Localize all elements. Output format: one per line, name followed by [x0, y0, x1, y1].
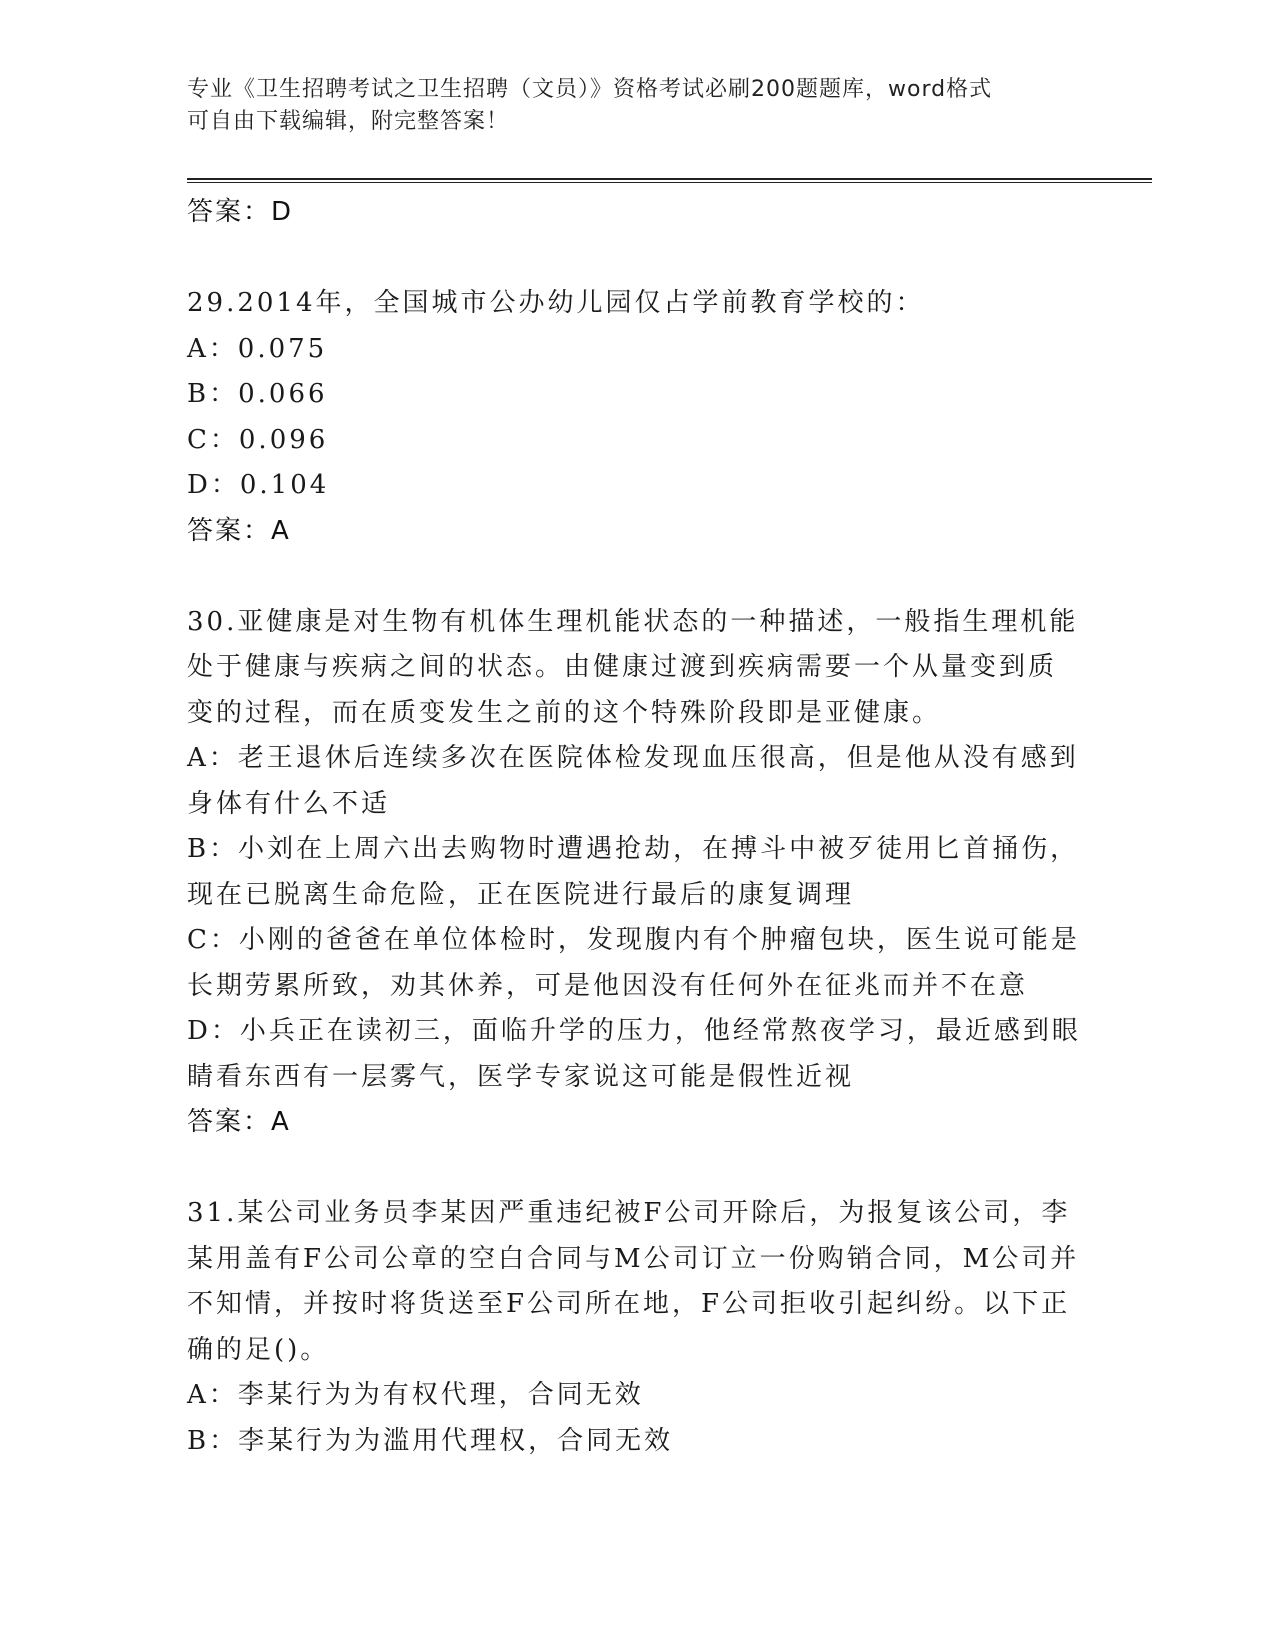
option-b: B：小刘在上周六出去购物时遭遇抢劫，在搏斗中被歹徒用匕首捅伤， — [187, 834, 1080, 864]
option-a: A：0.075 — [187, 333, 328, 364]
question-stem-line: 某用盖有F公司公章的空白合同与M公司订立一份购销合同，M公司并 — [187, 1243, 1080, 1274]
page-header — [187, 74, 1067, 138]
question-stem-line: 变的过程，而在质变发生之前的这个特殊阶段即是亚健康。 — [187, 697, 942, 728]
option-d: D：小兵正在读初三，面临升学的压力，他经常熬夜学习，最近感到眼 — [187, 1016, 1081, 1046]
option-a: A：李某行为为有权代理，合同无效 — [187, 1380, 644, 1410]
option-b: B：李某行为为滥用代理权，合同无效 — [187, 1425, 674, 1456]
answer-line: 答案：A — [187, 1107, 291, 1137]
option-c: C：0.096 — [187, 424, 329, 455]
option-d: D：0.104 — [187, 470, 330, 500]
question-30 — [187, 600, 1087, 1146]
question-stem-line: 31.某公司业务员李某因严重违纪被F公司开除后，为报复该公司，李 — [187, 1198, 1071, 1228]
spacer — [187, 1146, 1087, 1192]
question-stem-line: 处于健康与疾病之间的状态。由健康过渡到疾病需要一个从量变到质 — [187, 652, 1058, 682]
previous-answer: 答案：D — [187, 197, 294, 227]
option-c: C：小刚的爸爸在单位体检时，发现腹内有个肿瘤包块，医生说可能是 — [187, 925, 1080, 955]
spacer — [187, 554, 1087, 600]
spacer — [187, 236, 1087, 282]
question-31 — [187, 1191, 1087, 1464]
answer-line: 答案：A — [187, 515, 291, 546]
question-29 — [187, 281, 1087, 554]
question-stem-line: 29.2014年，全国城市公办幼儿园仅占学前教育学校的： — [187, 288, 925, 318]
option-c-continued: 长期劳累所致，劝其休养，可是他因没有任何外在征兆而并不在意 — [187, 970, 1029, 1001]
question-stem-line: 确的足()。 — [187, 1334, 330, 1365]
document-body — [187, 190, 1087, 1464]
option-a-continued: 身体有什么不适 — [187, 788, 391, 819]
option-d-continued: 睛看东西有一层雾气，医学专家说这可能是假性近视 — [187, 1061, 855, 1092]
header-line-2: 可自由下载编辑，附完整答案！ — [187, 109, 510, 134]
question-stem-line: 30.亚健康是对生物有机体生理机能状态的一种描述，一般指生理机能 — [187, 606, 1079, 637]
header-divider — [187, 178, 1152, 183]
question-stem-line: 不知情，并按时将货送至F公司所在地，F公司拒收引起纠纷。以下正 — [187, 1289, 1071, 1319]
header-line-1: 专业《卫生招聘考试之卫生招聘（文员）》资格考试必刷200题题库，word格式 — [187, 77, 993, 102]
option-a: A：老王退休后连续多次在医院体检发现血压很高，但是他从没有感到 — [187, 743, 1079, 773]
option-b-continued: 现在已脱离生命危险，正在医院进行最后的康复调理 — [187, 879, 855, 910]
option-b: B：0.066 — [187, 379, 328, 409]
